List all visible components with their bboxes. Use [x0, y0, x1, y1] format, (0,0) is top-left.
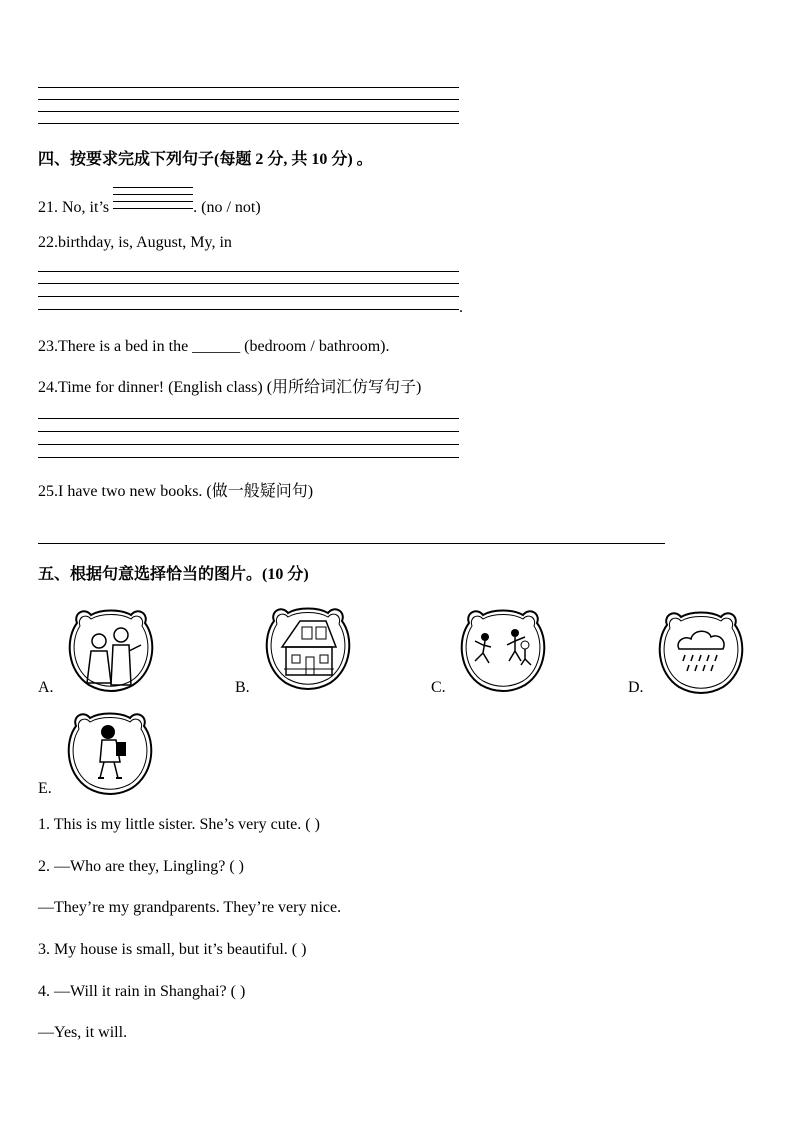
- answer-line[interactable]: [38, 283, 459, 284]
- match-question-2: 2. —Who are they, Lingling? ( ): [38, 858, 245, 875]
- answer-line[interactable]: [38, 99, 459, 100]
- question-23: [38, 337, 389, 357]
- answer-line[interactable]: [38, 296, 459, 297]
- question-text: .Time for dinner! (English class) (用所给词汇仿写句子): [54, 379, 422, 396]
- answer-line[interactable]: [38, 271, 459, 272]
- answer-line[interactable]: [38, 444, 459, 445]
- answer-line[interactable]: [38, 87, 459, 88]
- answer-line[interactable]: [38, 418, 459, 419]
- answer-blank-21[interactable]: [113, 196, 193, 218]
- picture-label-c: C.: [431, 679, 446, 696]
- picture-label-b: B.: [235, 679, 250, 696]
- section-5-heading: 五、根据句意选择恰当的图片。(10 分): [38, 566, 309, 583]
- house-icon: [260, 599, 356, 691]
- kids-playing-icon: [455, 601, 551, 693]
- question-text: .I have two new books. (做一般疑问句): [54, 483, 314, 500]
- question-number: 25: [38, 483, 54, 500]
- match-question-3: 3. My house is small, but it’s beautiful. ( ): [38, 941, 307, 958]
- question-25: [38, 482, 313, 502]
- question-number: 24: [38, 379, 54, 396]
- question-text: .There is a bed in the ______ (bedroom / bathroom).: [54, 338, 390, 355]
- picture-label-e: E.: [38, 780, 52, 797]
- question-number: 23: [38, 338, 54, 355]
- question-text: . No, it’s: [54, 199, 110, 216]
- question-24: [38, 378, 421, 398]
- answer-line[interactable]: [38, 111, 459, 112]
- answer-line[interactable]: [38, 123, 459, 124]
- section-4-heading: 四、按要求完成下列句子(每题 2 分, 共 10 分) 。: [38, 151, 373, 168]
- answer-line[interactable]: [38, 457, 459, 458]
- answer-line[interactable]: [38, 431, 459, 432]
- picture-label-a: A.: [38, 679, 54, 696]
- girl-icon: [62, 704, 158, 796]
- question-21: [38, 196, 261, 218]
- answer-line[interactable]: [38, 309, 459, 310]
- match-question-4: 4. —Will it rain in Shanghai? ( ): [38, 983, 246, 1000]
- match-answer-2: —They’re my grandparents. They’re very nice.: [38, 899, 342, 916]
- question-number: 21: [38, 199, 54, 216]
- line-end-dot: .: [459, 299, 463, 316]
- match-question-1: 1. This is my little sister. She’s very cute. ( ): [38, 816, 320, 833]
- rain-cloud-icon: [653, 603, 749, 695]
- picture-label-d: D.: [628, 679, 644, 696]
- question-hint: . (no / not): [193, 199, 261, 216]
- grandparents-icon: [63, 601, 159, 693]
- question-22: 22.birthday, is, August, My, in: [38, 234, 232, 251]
- answer-line[interactable]: [38, 543, 665, 544]
- match-answer-4: —Yes, it will.: [38, 1024, 128, 1041]
